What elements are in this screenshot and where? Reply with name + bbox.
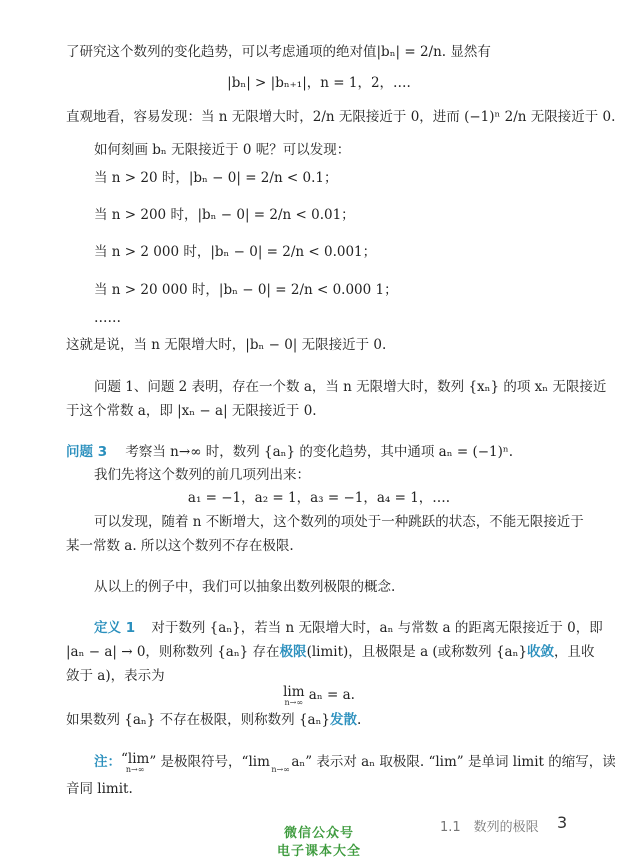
definition-text: |aₙ − a| → 0，则称数列 {aₙ} 存在 (66, 644, 280, 660)
definition-text: ，且收 (554, 644, 595, 660)
lim-text: lim (283, 684, 305, 700)
text-line: 这就是说，当 n 无限增大时，|bₙ − 0| 无限接近于 0. (66, 337, 387, 353)
text-line: 当 n > 20 时，|bₙ − 0| = 2/n < 0.1； (94, 170, 338, 186)
lim-subscript: n→∞ (271, 765, 290, 774)
text-line: 如何刻画 bₙ 无限接近于 0 呢？可以发现： (94, 142, 351, 158)
note (94, 752, 616, 774)
note-text: aₙ” 表示对 aₙ 取极限. “lim” 是单词 limit 的缩写，读 (291, 754, 616, 770)
text-line: 于这个常数 a，即 |xₙ − a| 无限接近于 0. (66, 403, 317, 419)
watermark-line2: 电子课本大全 (276, 844, 361, 859)
note-label: 注： (94, 754, 121, 770)
limit-formula (0, 685, 638, 707)
formula-line: a₁ = −1，a₂ = 1，a₃ = −1，a₄ = 1，…. (187, 490, 451, 506)
definition-1 (94, 618, 603, 638)
term-limit: 极限 (279, 644, 307, 660)
text-line: 我们先将这个数列的前几项列出来： (94, 467, 310, 483)
note-text: ” 是极限符号，“lim (149, 754, 270, 770)
text-line: 直观地看，容易发现：当 n 无限增大时，2/n 无限接近于 0，进而 (−1)ⁿ 2/n 无限接近于 0. (66, 109, 616, 125)
note-lim-2 (270, 752, 291, 774)
page-number: 3 (557, 813, 568, 832)
text-line: …… (94, 310, 121, 326)
watermark-line1: 微信公众号 (283, 826, 354, 841)
term-converge: 收敛 (527, 644, 555, 660)
term-diverge: 发散 (330, 712, 358, 728)
definition-text: (limit)，且极限是 a (或称数列 {aₙ} (306, 644, 528, 660)
text-line: 当 n > 200 时，|bₙ − 0| = 2/n < 0.01； (94, 207, 355, 223)
note-text: “lim (121, 751, 150, 767)
note-line: 音同 limit. (66, 781, 133, 797)
definition-text: . (357, 712, 362, 728)
lim-subscript: n→∞ (284, 698, 304, 707)
text-line: 当 n > 2 000 时，|bₙ − 0| = 2/n < 0.001； (94, 244, 377, 260)
lim-operator (283, 685, 304, 707)
text-line: 问题 1、问题 2 表明，存在一个数 a，当 n 无限增大时，数列 {xₙ} 的项 xₙ 无限接近 (94, 379, 607, 395)
text-line: 了研究这个数列的变化趋势，可以考虑通项的绝对值|bₙ| = 2/n. 显然有 (66, 44, 491, 60)
definition-line (66, 710, 361, 730)
definition-line: 敛于 a)，表示为 (66, 668, 165, 684)
text-line: 某一常数 a. 所以这个数列不存在极限. (66, 538, 294, 554)
text-line: 当 n > 20 000 时，|bₙ − 0| = 2/n < 0.000 1； (94, 282, 398, 298)
definition-label: 定义 1 (94, 620, 136, 636)
lim-subscript: n→∞ (125, 765, 145, 774)
problem-text: 考察当 n→∞ 时，数列 {aₙ} 的变化趋势，其中通项 aₙ = (−1)ⁿ. (125, 444, 514, 460)
formula-rest: aₙ = a. (308, 687, 355, 703)
problem-label: 问题 3 (66, 444, 108, 460)
text-line: 从以上的例子中，我们可以抽象出数列极限的概念. (94, 579, 396, 595)
definition-text: 对于数列 {aₙ}，若当 n 无限增大时，aₙ 与常数 a 的距离无限接近于 0，即 (151, 620, 603, 636)
text-line: 可以发现，随着 n 不断增大，这个数列的项处于一种跳跃的状态，不能无限接近于 (94, 514, 584, 530)
problem-3 (66, 442, 513, 462)
footer-section-title: 1.1 数列的极限 (440, 820, 539, 835)
note-lim-1 (121, 752, 149, 774)
definition-text: 如果数列 {aₙ} 不存在极限，则称数列 {aₙ} (66, 712, 331, 728)
definition-line (66, 642, 595, 662)
formula-line: |bₙ| > |bₙ₊₁|，n = 1，2，…. (227, 75, 411, 91)
